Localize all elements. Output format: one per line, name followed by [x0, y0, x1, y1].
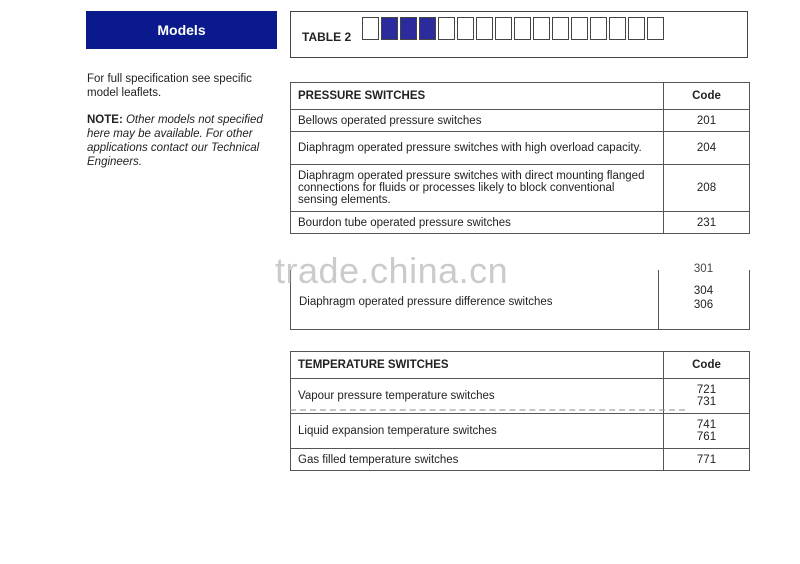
empty-cell	[628, 17, 645, 40]
table-row	[291, 212, 750, 234]
temperature-switches-table	[290, 351, 750, 471]
row-desc: Liquid expansion temperature switches	[291, 414, 664, 449]
empty-cell	[457, 17, 474, 40]
code-header: Code	[664, 83, 750, 110]
note-label: NOTE:	[87, 114, 123, 126]
row-codes	[658, 284, 749, 312]
empty-cell	[495, 17, 512, 40]
table2-label: TABLE 2	[302, 30, 352, 44]
row-desc: Bourdon tube operated pressure switches	[291, 212, 664, 234]
empty-cell	[571, 17, 588, 40]
empty-cell	[514, 17, 531, 40]
code-line: 761	[696, 431, 717, 443]
watermark: trade.china.cn	[275, 250, 509, 291]
table-row	[291, 414, 750, 449]
row-code	[664, 414, 750, 449]
table-header-row	[291, 83, 750, 110]
table-header-row	[291, 352, 750, 379]
row-desc: Diaphragm operated pressure difference switches	[299, 296, 553, 308]
table-row	[291, 165, 750, 212]
note-text: Other models not specified here may be available. For other applications contact our Technical Engineers.	[87, 114, 263, 168]
row-desc: Diaphragm operated pressure switches with direct mounting flanged connections for fluids or processes likely to block conventional sensing elements.	[291, 165, 664, 212]
table-row	[291, 449, 750, 471]
row-code: 201	[664, 110, 750, 132]
row-code: 304	[693, 285, 714, 297]
row-code: 204	[664, 132, 750, 165]
empty-cell	[647, 17, 664, 40]
code-line: 731	[696, 396, 717, 408]
pressure-header: PRESSURE SWITCHES	[291, 83, 664, 110]
selected-cell	[381, 17, 398, 40]
spec-note: For full specification see specific model leaflets.	[87, 73, 252, 99]
models-header: Models	[86, 11, 277, 49]
code-header: Code	[664, 352, 750, 379]
pressure-switches-table	[290, 82, 750, 234]
code-line: 721	[696, 384, 717, 396]
selected-cell	[419, 17, 436, 40]
temperature-header: TEMPERATURE SWITCHES	[291, 352, 664, 379]
row-code: 208	[664, 165, 750, 212]
code-line: 741	[696, 419, 717, 431]
empty-cell	[438, 17, 455, 40]
table2-box	[290, 11, 748, 58]
empty-cell	[609, 17, 626, 40]
table-row	[291, 132, 750, 165]
empty-cell	[552, 17, 569, 40]
empty-cell	[533, 17, 550, 40]
row-desc: Bellows operated pressure switches	[291, 110, 664, 132]
row-desc: Gas filled temperature switches	[291, 449, 664, 471]
row-code: 231	[664, 212, 750, 234]
watermark-dashes	[290, 409, 685, 411]
availability-note	[87, 113, 272, 169]
selected-cell	[400, 17, 417, 40]
table-row	[291, 110, 750, 132]
row-desc: Vapour pressure temperature switches	[291, 379, 664, 414]
row-code: 306	[693, 299, 714, 311]
row-desc: Diaphragm operated pressure switches with high overload capacity.	[291, 132, 664, 165]
row-code: 771	[664, 449, 750, 471]
empty-cell	[362, 17, 379, 40]
table2-cells	[362, 17, 666, 40]
empty-cell	[590, 17, 607, 40]
partial-code: 301	[693, 263, 714, 275]
empty-cell	[476, 17, 493, 40]
